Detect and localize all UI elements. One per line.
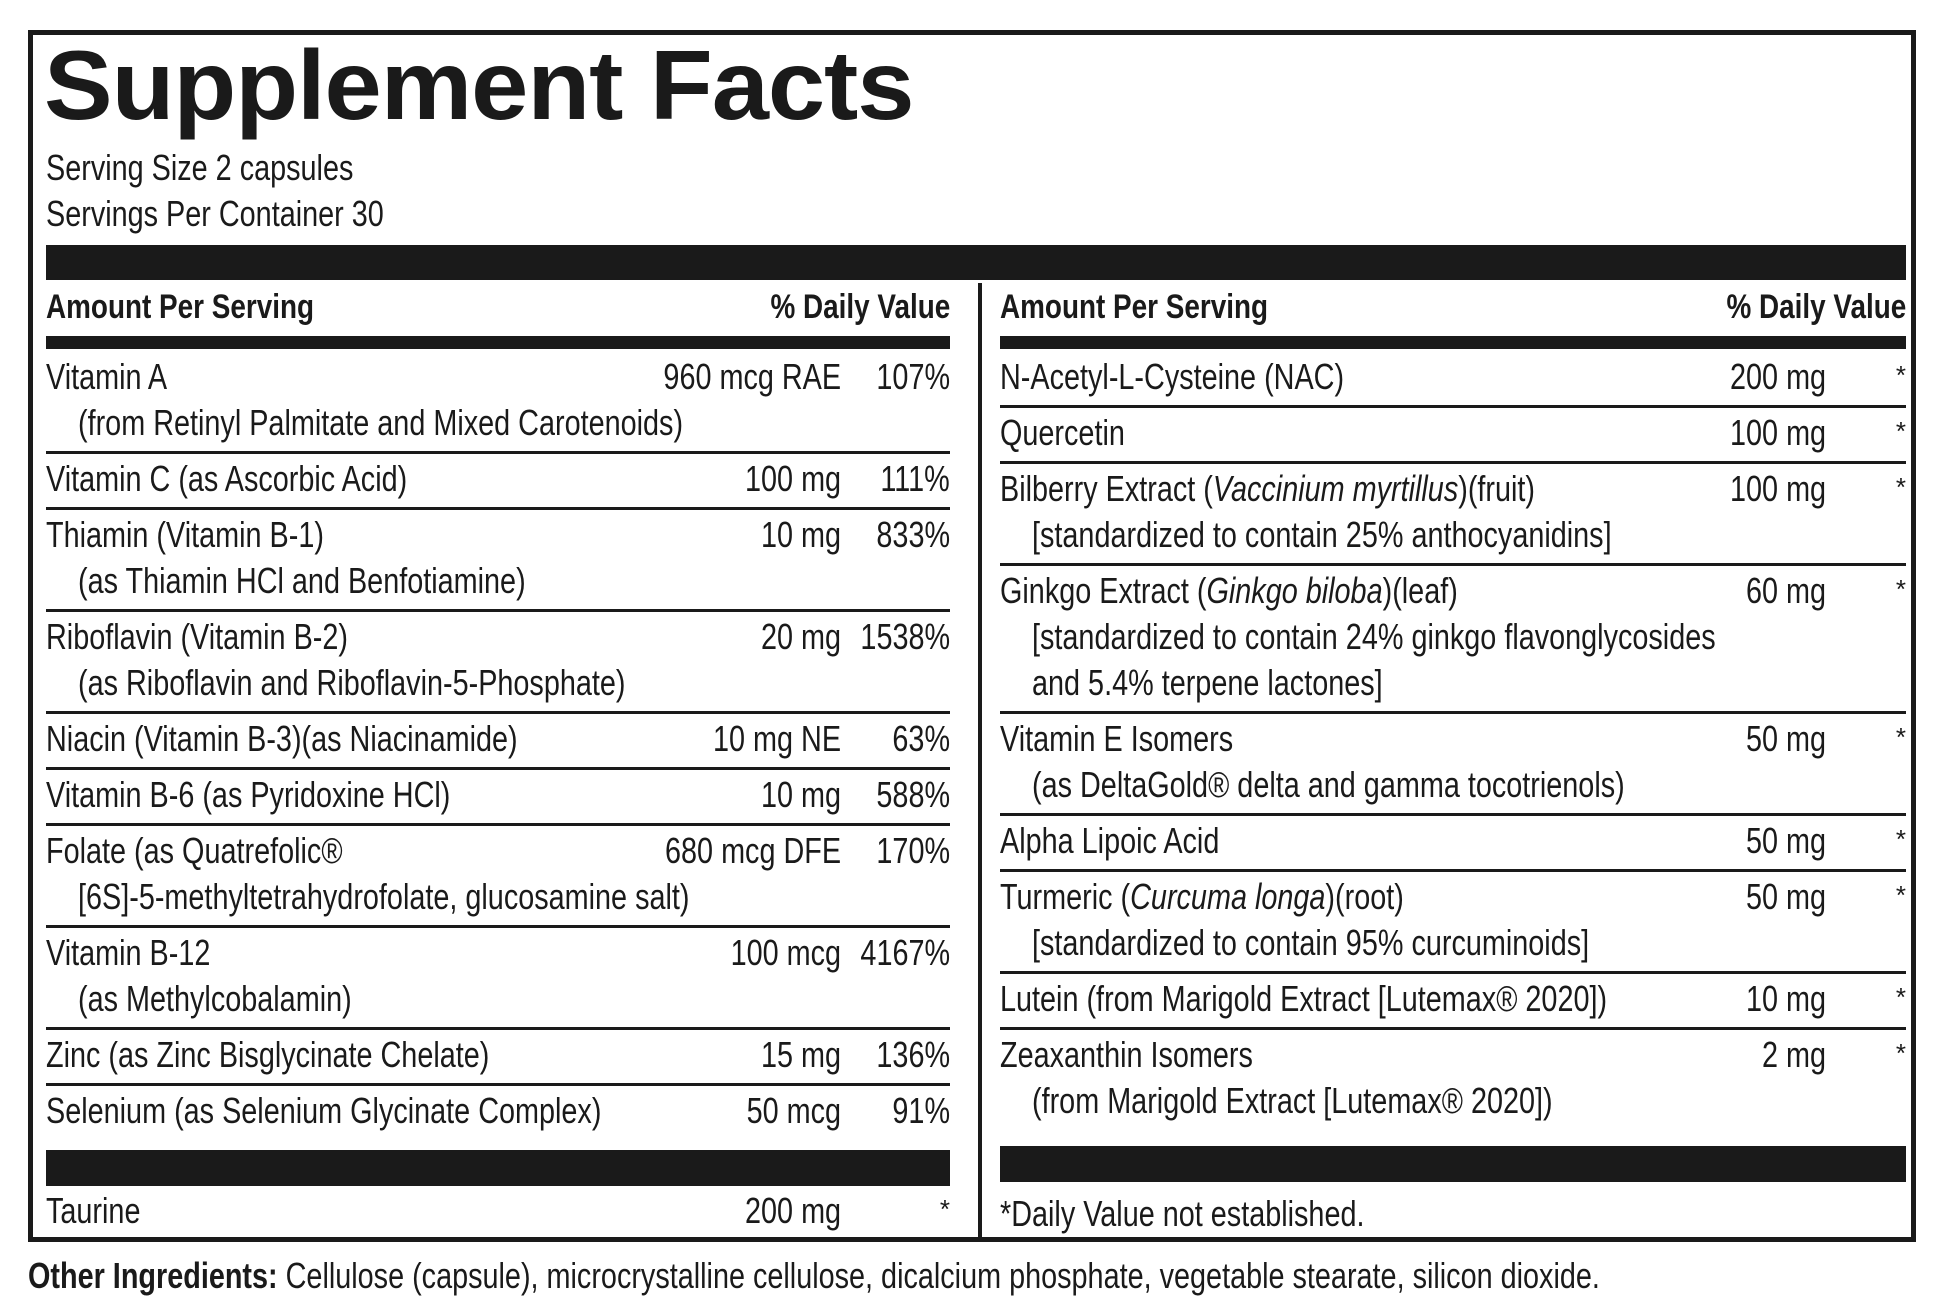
ingredient-source: and 5.4% terpene lactones]	[1032, 662, 1383, 703]
ingredient-part: )(fruit)	[1458, 468, 1536, 509]
ingredient-name-pre: Ginkgo Extract (	[1000, 570, 1207, 611]
ingredient-dv: *	[939, 1194, 950, 1224]
ingredient-name: Zeaxanthin Isomers	[1000, 1034, 1253, 1075]
ingredient-name	[1000, 874, 1404, 920]
left-bottom-bar	[46, 1150, 950, 1186]
ingredient-name: Vitamin A	[46, 356, 168, 397]
left-header-amount: Amount Per Serving	[46, 288, 315, 326]
ingredient-dv: 4167%	[860, 932, 950, 973]
ingredient-row	[46, 1030, 950, 1086]
ingredient-row	[1000, 566, 1906, 714]
ingredient-amount: 200 mg	[1729, 356, 1826, 397]
ingredient-row	[46, 612, 950, 714]
ingredient-dv: *	[1895, 982, 1906, 1012]
left-header-dv: % Daily Value	[770, 288, 950, 326]
ingredient-name: Vitamin C (as Ascorbic Acid)	[46, 458, 408, 499]
ingredient-amount: 100 mg	[1729, 468, 1826, 509]
ingredient-source: (from Retinyl Palmitate and Mixed Carotenoids)	[78, 402, 684, 443]
ingredient-dv: 170%	[876, 830, 950, 871]
ingredient-name-pre: Turmeric (	[1000, 876, 1131, 917]
column-divider	[978, 283, 982, 1242]
ingredient-name: Vitamin B-6 (as Pyridoxine HCl)	[46, 774, 451, 815]
right-bottom-bar	[1000, 1146, 1906, 1182]
ingredient-source: (as Methylcobalamin)	[78, 978, 352, 1019]
ingredient-amount: 10 mg	[760, 774, 841, 815]
ingredient-name	[1000, 466, 1535, 512]
ingredient-amount: 100 mg	[1729, 412, 1826, 453]
ingredient-name: Vitamin B-12	[46, 932, 211, 973]
ingredient-dv: *	[1895, 360, 1906, 390]
ingredient-name: Lutein (from Marigold Extract [Lutemax® 2020])	[1000, 978, 1608, 1019]
other-ingredients-label: Other Ingredients:	[28, 1255, 278, 1296]
ingredient-source: (as Thiamin HCl and Benfotiamine)	[78, 560, 526, 601]
ingredient-row	[1000, 1030, 1906, 1132]
panel-title: Supplement Facts	[44, 30, 914, 140]
ingredient-row	[46, 1086, 950, 1142]
ingredient-amount: 10 mg	[760, 514, 841, 555]
ingredient-row	[1000, 872, 1906, 974]
ingredient-dv: 588%	[876, 774, 950, 815]
ingredient-part: )(root)	[1325, 876, 1404, 917]
ingredient-name: Alpha Lipoic Acid	[1000, 820, 1220, 861]
ingredient-row	[1000, 974, 1906, 1030]
ingredient-name: Vitamin E Isomers	[1000, 718, 1234, 759]
ingredient-amount: 200 mg	[744, 1190, 841, 1231]
ingredient-dv: *	[1895, 880, 1906, 910]
ingredient-amount: 680 mcg DFE	[664, 830, 841, 871]
ingredient-name: Thiamin (Vitamin B-1)	[46, 514, 324, 555]
ingredient-row	[1000, 714, 1906, 816]
ingredient-row	[46, 352, 950, 454]
ingredient-row	[46, 928, 950, 1030]
left-column	[46, 280, 950, 1240]
ingredient-part: )(leaf)	[1382, 570, 1458, 611]
ingredient-row	[46, 454, 950, 510]
ingredient-name: Selenium (as Selenium Glycinate Complex)	[46, 1090, 602, 1131]
ingredient-dv: 833%	[876, 514, 950, 555]
ingredient-amount: 20 mg	[760, 616, 841, 657]
ingredient-dv: 136%	[876, 1034, 950, 1075]
ingredient-row	[1000, 352, 1906, 408]
ingredient-name	[1000, 568, 1458, 614]
right-header-dv: % Daily Value	[1726, 288, 1906, 326]
ingredient-source: [standardized to contain 95% curcuminoids]	[1032, 922, 1590, 963]
ingredient-amount: 2 mg	[1761, 1034, 1826, 1075]
ingredient-row	[1000, 464, 1906, 566]
top-divider-bar	[46, 245, 1906, 280]
servings-per-container: Servings Per Container 30	[46, 193, 384, 234]
ingredient-source: (as DeltaGold® delta and gamma tocotrienols)	[1032, 764, 1625, 805]
serving-size: Serving Size 2 capsules	[46, 147, 354, 188]
left-header-bar	[46, 336, 950, 349]
ingredient-dv: *	[1895, 722, 1906, 752]
ingredient-row	[1000, 408, 1906, 464]
ingredient-amount: 50 mg	[1745, 876, 1826, 917]
ingredient-amount: 50 mcg	[746, 1090, 841, 1131]
ingredient-row	[1000, 816, 1906, 872]
ingredient-amount: 50 mg	[1745, 718, 1826, 759]
ingredient-amount: 100 mcg	[730, 932, 841, 973]
ingredient-dv: 91%	[892, 1090, 950, 1131]
ingredient-amount: 60 mg	[1745, 570, 1826, 611]
ingredient-amount: 50 mg	[1745, 820, 1826, 861]
ingredient-dv: *	[1895, 1038, 1906, 1068]
ingredient-name: Taurine	[46, 1190, 141, 1231]
ingredient-name: Quercetin	[1000, 412, 1125, 453]
ingredient-dv: 111%	[880, 458, 950, 499]
ingredient-dv: 107%	[876, 356, 950, 397]
ingredient-dv: 1538%	[860, 616, 950, 657]
ingredient-name: N-Acetyl-L-Cysteine (NAC)	[1000, 356, 1345, 397]
ingredient-name: Niacin (Vitamin B-3)(as Niacinamide)	[46, 718, 518, 759]
ingredient-source: [standardized to contain 24% ginkgo flavonglycosides	[1032, 616, 1716, 657]
ingredient-row	[46, 826, 950, 928]
ingredient-name-pre: Bilberry Extract (	[1000, 468, 1213, 509]
ingredient-dv: *	[1895, 472, 1906, 502]
right-header-bar	[1000, 336, 1906, 349]
ingredient-botanical-name: Vaccinium myrtillus	[1212, 468, 1459, 509]
ingredient-name: Folate (as Quatrefolic®	[46, 830, 343, 871]
ingredient-row	[46, 510, 950, 612]
ingredient-botanical-name: Ginkgo biloba	[1206, 570, 1383, 611]
ingredient-dv: *	[1895, 416, 1906, 446]
ingredient-dv: 63%	[892, 718, 950, 759]
ingredient-source: (as Riboflavin and Riboflavin-5-Phosphate)	[78, 662, 626, 703]
ingredient-amount: 960 mcg RAE	[663, 356, 841, 397]
ingredient-name: Zinc (as Zinc Bisglycinate Chelate)	[46, 1034, 490, 1075]
ingredient-amount: 10 mg	[1745, 978, 1826, 1019]
ingredient-amount: 15 mg	[760, 1034, 841, 1075]
ingredient-source: [6S]-5-methyltetrahydrofolate, glucosamine salt)	[78, 876, 690, 917]
ingredient-row	[46, 714, 950, 770]
ingredient-name: Riboflavin (Vitamin B-2)	[46, 616, 348, 657]
ingredient-row	[46, 770, 950, 826]
other-ingredients-text: Cellulose (capsule), microcrystalline cellulose, dicalcium phosphate, vegetable stearate, silicon dioxide.	[277, 1255, 1600, 1296]
ingredient-amount: 100 mg	[744, 458, 841, 499]
taurine-row	[46, 1188, 950, 1238]
ingredient-source: (from Marigold Extract [Lutemax® 2020])	[1032, 1080, 1553, 1121]
ingredient-amount: 10 mg NE	[712, 718, 841, 759]
other-ingredients	[28, 1255, 1600, 1296]
ingredient-source: [standardized to contain 25% anthocyanidins]	[1032, 514, 1612, 555]
right-header-amount: Amount Per Serving	[1000, 288, 1269, 326]
right-column	[1000, 280, 1906, 1240]
ingredient-botanical-name: Curcuma longa	[1130, 876, 1326, 917]
ingredient-dv: *	[1895, 824, 1906, 854]
dv-footnote: *Daily Value not established.	[1000, 1193, 1365, 1234]
ingredient-dv: *	[1895, 574, 1906, 604]
